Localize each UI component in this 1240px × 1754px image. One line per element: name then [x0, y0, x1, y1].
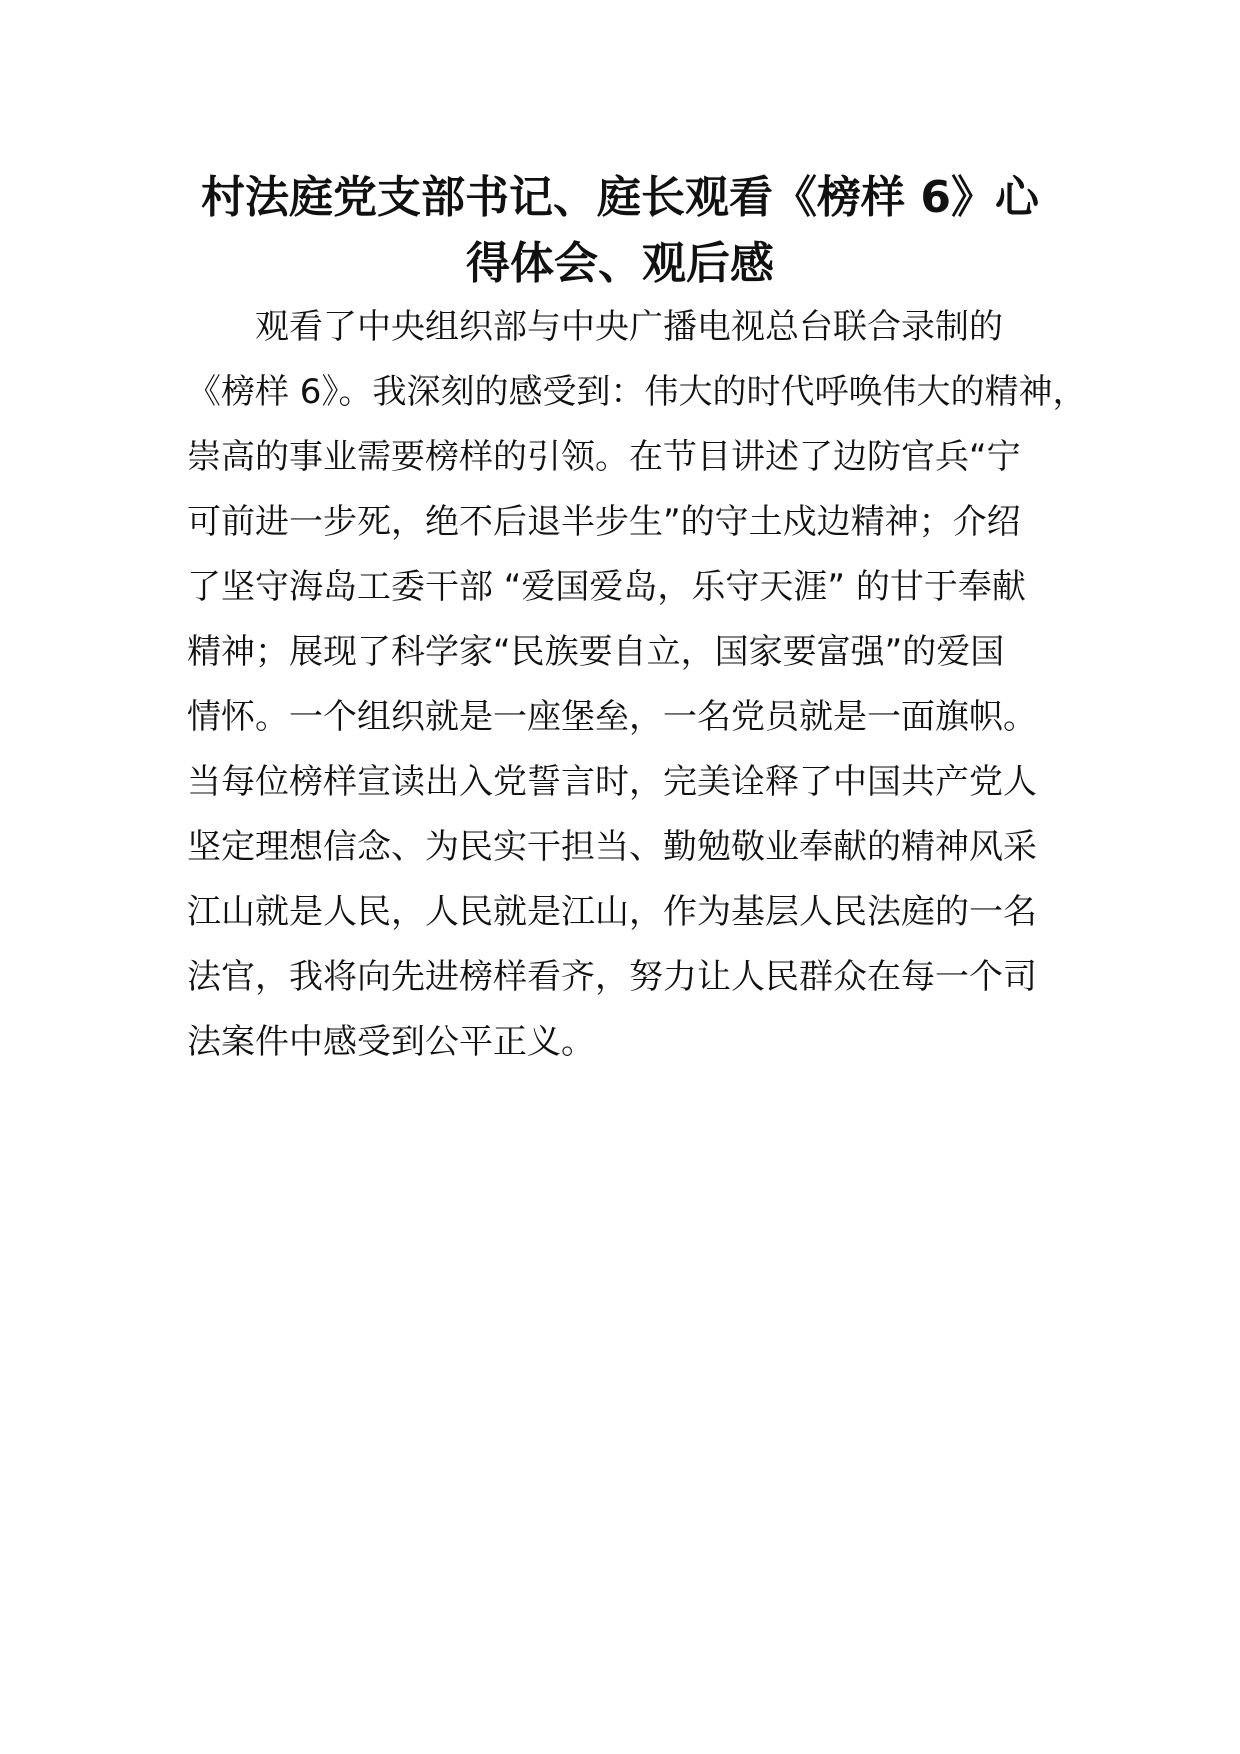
- body-line: 精神；展现了科学家“民族要自立，国家要富强”的爱国: [187, 632, 1005, 672]
- body-line: 坚定理想信念、为民实干担当、勤勉敬业奉献的精神风采: [187, 827, 1037, 867]
- body-line: 法案件中感受到公平正义。: [187, 1022, 595, 1062]
- body-line: 可前进一步死，绝不后退半步生”的守土戍边精神；介绍: [187, 502, 1021, 542]
- body-line: 了坚守海岛工委干部 “爱国爱岛，乐守天涯” 的甘于奉献: [187, 567, 1026, 607]
- body-line: 当每位榜样宣读出入党誓言时，完美诠释了中国共产党人: [187, 762, 1037, 802]
- document-body: [187, 295, 1087, 1075]
- body-line: 崇高的事业需要榜样的引领。在节目讲述了边防官兵“宁: [187, 437, 1021, 477]
- body-line: 观看了中央组织部与中央广播电视总台联合录制的: [255, 307, 1003, 347]
- document-title: 村法庭党支部书记、庭长观看《榜样 6》心得体会、观后感: [201, 172, 1039, 289]
- body-line: 江山就是人民，人民就是江山，作为基层人民法庭的一名: [187, 892, 1037, 932]
- body-line: 《榜样 6》。我深刻的感受到：伟大的时代呼唤伟大的精神，: [187, 372, 1087, 412]
- body-line: 法官，我将向先进榜样看齐，努力让人民群众在每一个司: [187, 957, 1037, 997]
- body-line: 情怀。一个组织就是一座堡垒，一名党员就是一面旗帜。: [187, 697, 1037, 737]
